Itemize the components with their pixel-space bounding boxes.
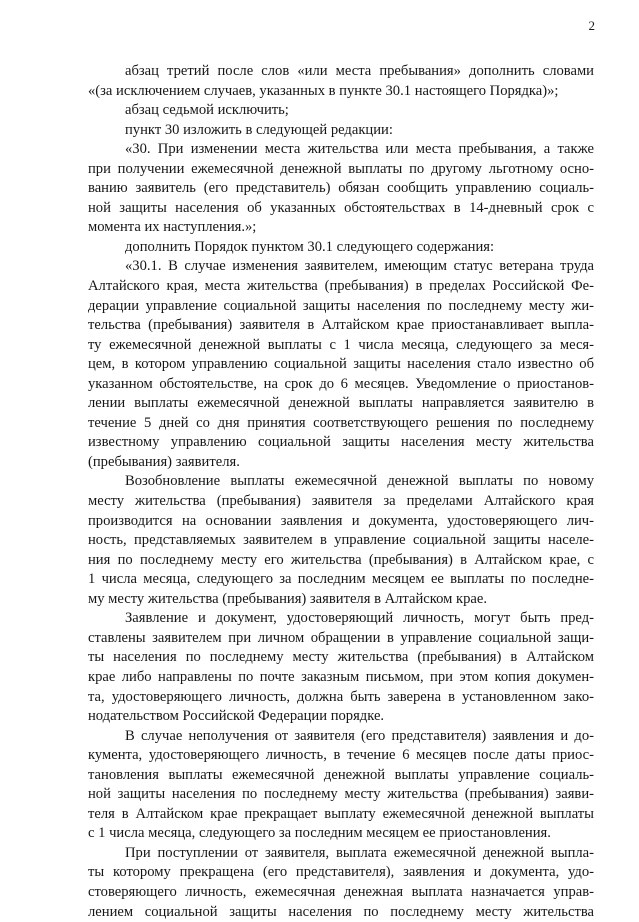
text-line: ту ежемесячной денежной выплаты с 1 числа месяца, следующего за меся- [88, 336, 594, 353]
text-line: стоверяющего личность, ежемесячная денежная выплата назначается управ- [88, 883, 594, 900]
text-line: при получении ежемесячной денежной выплаты по другому льготному осно- [88, 160, 594, 177]
text-line: производится на основании заявления и документа, удостоверяющего лич- [88, 512, 594, 529]
paragraph [88, 101, 594, 121]
text-line: момента их наступления.»; [88, 219, 257, 236]
text-line: му месту жительства (пребывания) заявителя в Алтайском крае. [88, 590, 487, 607]
paragraph [88, 472, 594, 609]
text-line: лением социальной защиты населения по последнему месту жительства [88, 903, 594, 920]
paragraph [88, 609, 594, 726]
text-line: ной защиты населения об указанных обстоятельствах в 14-дневный срок с [88, 199, 594, 216]
text-line: ты которому прекращена (его представителя), заявления и документа, удо- [88, 864, 594, 881]
text-line: дерации управление социальной защиты населения по последнему месту жи- [88, 297, 594, 314]
text-line: «30.1. В случае изменения заявителем, имеющим статус ветерана труда [125, 258, 594, 275]
text-line: При поступлении от заявителя, выплата ежемесячной денежной выпла- [125, 844, 594, 861]
text-line: ты населения по последнему месту жительства (пребывания) в Алтайском [88, 649, 594, 666]
document-body [88, 62, 594, 922]
paragraph [88, 121, 594, 141]
text-line: дополнить Порядок пунктом 30.1 следующего содержания: [125, 238, 495, 255]
text-line: течение 5 дней со дня принятия соответствующего решения по последнему [88, 414, 594, 431]
text-line: «30. При изменении места жительства или места пребывания, а также [125, 141, 594, 158]
text-line: нодательством Российской Федерации порядке. [88, 708, 385, 725]
text-line: Возобновление выплаты ежемесячной денежной выплаты по новому [125, 473, 594, 490]
text-line: месту жительства (пребывания) заявителя за пределами Алтайского края [88, 493, 594, 510]
text-line: абзац третий после слов «или места пребывания» дополнить словами [125, 63, 594, 79]
text-line: та, удостоверяющего личность, должна быть заверена в установленном зако- [88, 688, 594, 705]
text-line: лении выплаты ежемесячной денежной выплаты направляется заявителю в [88, 395, 594, 412]
text-line: пункт 30 изложить в следующей редакции: [125, 121, 393, 138]
text-line: цем, в котором управлению социальной защиты населения стало известно об [88, 356, 594, 373]
text-line: тановления выплаты ежемесячной денежной выплаты управление социаль- [88, 766, 594, 783]
page-number: 2 [588, 18, 595, 33]
text-line: абзац седьмой исключить; [125, 102, 289, 119]
text-line: «(за исключением случаев, указанных в пункте 30.1 настоящего Порядка)»; [88, 82, 559, 99]
text-line: теля в Алтайском крае прекращает выплату ежемесячной денежной выплаты [88, 805, 594, 822]
text-line: ставлены заявителем при личном обращении в управление социальной защи- [88, 629, 594, 646]
paragraph [88, 844, 594, 922]
text-line: Заявление и документ, удостоверяющий личность, могут быть пред- [125, 610, 594, 627]
paragraph [88, 238, 594, 258]
text-line: ной защиты населения по последнему месту жительства (пребывания) заяви- [88, 786, 594, 803]
text-line: ния по последнему месту его жительства (пребывания) в Алтайском крае, с [88, 551, 594, 568]
paragraph [88, 257, 594, 472]
text-line: известному управлению социальной защиты населения месту жительства [88, 434, 594, 451]
text-line: тельства (пребывания) заявителя в Алтайском крае приостанавливает выпла- [88, 317, 594, 334]
text-line: ность, представляемых заявителем в управление социальной защиты населе- [88, 532, 594, 549]
text-line: (пребывания) заявителя. [88, 453, 240, 470]
text-line: кумента, удостоверяющего личность, в течение 6 месяцев после даты приос- [88, 747, 594, 764]
text-line: ванию заявитель (его представитель) обязан сообщить управлению социаль- [88, 180, 594, 197]
text-line: крае либо направлены по почте заказным письмом, при этом копия докумен- [88, 668, 594, 685]
text-line: В случае неполучения от заявителя (его представителя) заявления и до- [125, 727, 594, 744]
paragraph [88, 140, 594, 238]
text-line: 1 числа месяца, следующего за последним месяцем ее выплаты по последне- [88, 571, 594, 588]
text-line: указанном обстоятельстве, на срок до 6 месяцев. Уведомление о приостанов- [88, 375, 594, 392]
paragraph [88, 727, 594, 844]
text-line: Алтайского края, места жительства (пребывания) в пределах Российской Фе- [88, 278, 594, 295]
text-line: с 1 числа месяца, следующего за последним месяцем ее приостановления. [88, 825, 551, 842]
paragraph [88, 62, 594, 101]
